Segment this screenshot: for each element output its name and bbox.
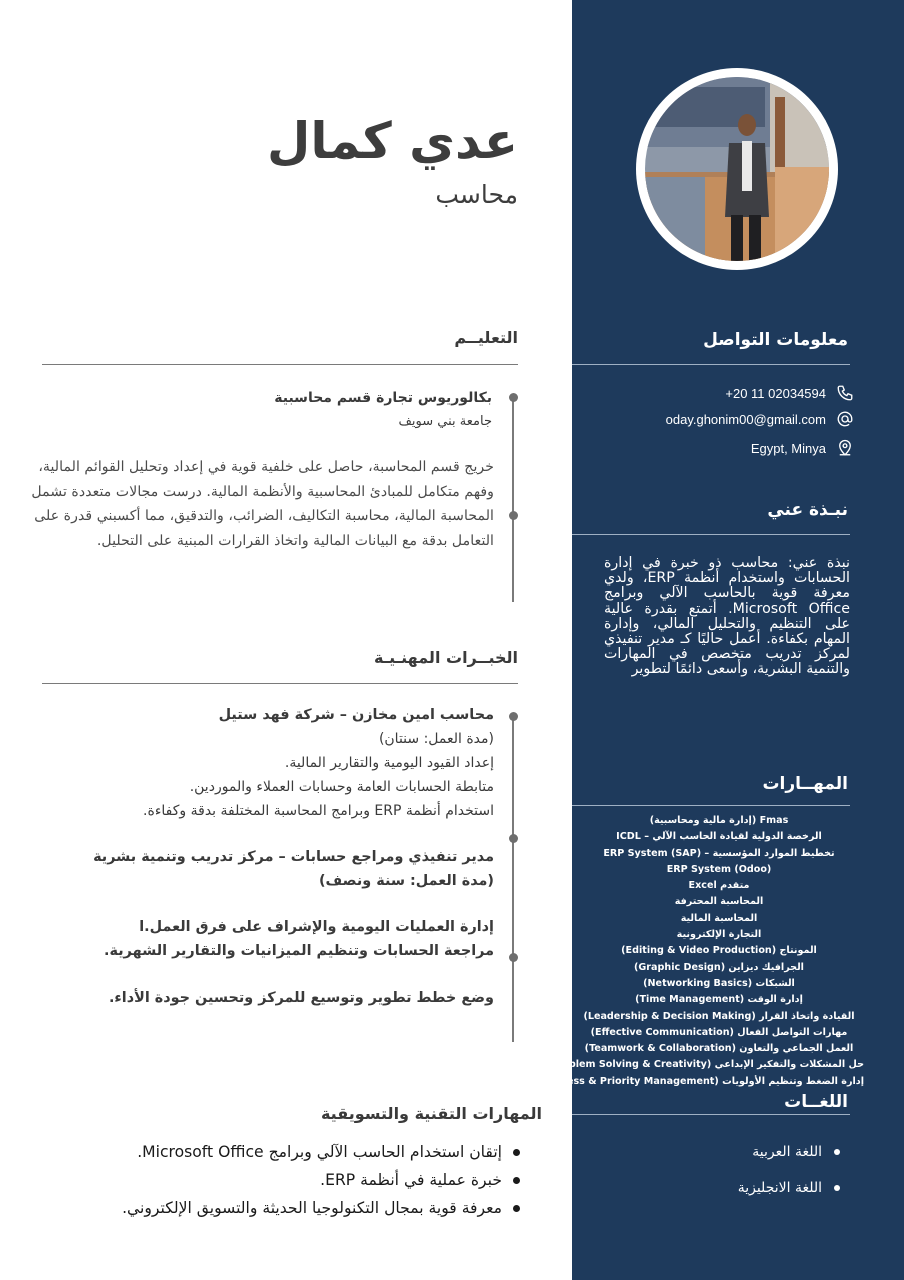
tech-skill-item: معرفة قوية بمجال التكنولوجيا الحديثة والتسويق الإلكتروني. <box>122 1194 520 1222</box>
experience-duty: متابطة الحسابات العامة وحسابات العملاء والموردين. <box>189 779 494 795</box>
timeline-dot <box>509 834 518 843</box>
experience-duration: (مدة العمل: سنة ونصف) <box>318 873 494 889</box>
timeline-dot <box>509 712 518 721</box>
experience-duty: مراجعة الحسابات وتنظيم الميزانيات والتقارير الشهرية. <box>104 943 494 959</box>
experience-divider <box>42 683 518 684</box>
education-description: خريج قسم المحاسبة، حاصل على خلفية قوية في إعداد وتحليل القوائم المالية، وفهم متكامل للمبادئ المحاسبية والأنظمة المالية. درست مجالات متعددة تشمل المحاسبة المالية، محاسبة التكاليف، الضرائب، والتدقيق، مما أكسبني قدرة على التعامل بدقة مع البيانات المالية واتخاذ القرارات المبنية على التحليل. <box>31 459 494 549</box>
skill-item: ERP System (Odoo) <box>666 863 772 875</box>
location-pin-icon <box>836 439 854 457</box>
experience-duration: (مدة العمل: سنتان) <box>378 731 494 747</box>
phone-number: +20 11 02034594 <box>725 385 826 401</box>
skill-item: العمل الجماعي والتعاون (Teamwork & Collaboration) <box>584 1043 854 1055</box>
skill-item: المحاسبة المالية <box>680 912 758 924</box>
experience-entry <box>143 703 494 823</box>
tech-skills-list <box>122 1138 520 1222</box>
phone-icon <box>836 384 854 402</box>
timeline-dot <box>509 393 518 402</box>
contact-heading: معلومات التواصل <box>703 330 848 350</box>
skill-item: الجرافيك ديزاين (Graphic Design) <box>634 961 804 973</box>
experience-entry <box>104 915 494 963</box>
skill-item: متقدم Excel <box>688 880 750 892</box>
language-label: اللغة العربية <box>752 1144 822 1160</box>
education-timeline <box>512 396 514 602</box>
education-divider <box>42 364 518 365</box>
skill-item: مهارات التواصل الفعال (Effective Communication) <box>590 1026 848 1038</box>
experience-entry <box>109 986 494 1010</box>
timeline-dot <box>509 953 518 962</box>
contact-location <box>600 436 854 460</box>
experience-duty: وضع خطط تطوير وتوسيع للمركز وتحسين جودة الأداء. <box>108 990 494 1006</box>
tech-skill-item: إتقان استخدام الحاسب الآلي وبرامج Microsoft Office. <box>122 1138 520 1166</box>
experience-title: محاسب امين مخازن – شركة فهد ستيل <box>218 707 494 723</box>
education-heading: التعليــم <box>454 328 518 347</box>
experience-duty: استخدام أنظمة ERP وبرامج المحاسبة المختلفة بدقة وكفاءة. <box>143 803 494 819</box>
languages-heading: اللغــات <box>784 1092 848 1112</box>
email-at-icon <box>836 410 854 428</box>
skill-item: حل المشكلات والتفكير الإبداعي (Problem Solving & Creativity) <box>546 1059 864 1071</box>
contact-divider <box>572 364 850 365</box>
experience-title: مدير تنفيذي ومراجع حسابات – مركز تدريب وتنمية بشرية <box>93 849 494 865</box>
email-address: oday.ghonim00@gmail.com <box>665 411 826 427</box>
skills-list <box>546 813 864 1090</box>
experience-timeline <box>512 714 514 1042</box>
education-school: جامعة بني سويف <box>398 414 492 429</box>
skill-item: القيادة واتخاذ القرار (Leadership & Decision Making) <box>583 1010 855 1022</box>
language-item <box>738 1180 840 1196</box>
education-degree: بكالوريوس تجارة قسم محاسبية <box>274 390 492 406</box>
skills-heading: المهــارات <box>762 774 848 794</box>
contact-phone <box>600 381 854 405</box>
skill-item: إدارة الوقت (Time Management) <box>635 994 803 1006</box>
skill-item: المحاسبة المحترفة <box>674 896 764 908</box>
timeline-dot <box>509 511 518 520</box>
skill-item: إدارة الضغط وتنظيم الأولويات (Stress & Priority Management) <box>546 1075 864 1087</box>
skill-item: المونتاج (Editing & Video Production) <box>621 945 817 957</box>
experience-duty: إدارة العمليات اليومية والإشراف على فرق العمل.ا <box>139 919 494 935</box>
skill-item: الرخصة الدولية لقيادة الحاسب الآلي – ICDL <box>616 831 822 843</box>
bullet-icon <box>834 1185 840 1191</box>
experience-entry <box>93 845 494 893</box>
experience-heading: الخبــرات المهنـيـة <box>373 648 518 667</box>
skill-item: تخطيط الموارد المؤسسية – ERP System (SAP) <box>603 847 835 859</box>
location-text: Egypt, Minya <box>750 440 826 456</box>
language-item <box>752 1144 840 1160</box>
skill-item: الشبكات (Networking Basics) <box>643 977 795 989</box>
about-divider <box>572 534 850 535</box>
skill-item: Fmas (إدارة مالية ومحاسبية) <box>649 815 789 826</box>
experience-duty: إعداد القيود اليومية والتقارير المالية. <box>284 755 494 771</box>
tech-skill-item: خبرة عملية في أنظمة ERP. <box>122 1166 520 1194</box>
job-title: محاسب <box>435 180 518 209</box>
languages-divider <box>572 1114 850 1115</box>
person-name: عدي كمال <box>266 112 518 170</box>
profile-photo <box>645 77 829 261</box>
bullet-icon <box>834 1149 840 1155</box>
about-heading: نبـذة عني <box>767 500 848 520</box>
skills-divider <box>572 805 850 806</box>
contact-email <box>600 407 854 431</box>
about-text: نبذة عني: محاسب ذو خبرة في إدارة الحسابات واستخدام أنظمة ERP، ولدي معرفة قوية بالحاسب الآلي وبرامج Microsoft Office. أتمتع بقدرة عالية على التنظيم والتحليل المالي، وإدارة المهام بكفاءة. أعمل حاليًا كـ مدير تنفيذي لمركز تدريب متخصص في المهارات والتنمية البشرية، وأسعى دائمًا لتطوير <box>604 555 850 678</box>
language-label: اللغة الانجليزية <box>737 1180 822 1196</box>
skill-item: التجارة الإلكترونية <box>676 929 762 941</box>
tech-skills-heading: المهارات التقنية والتسويقية <box>320 1104 542 1123</box>
